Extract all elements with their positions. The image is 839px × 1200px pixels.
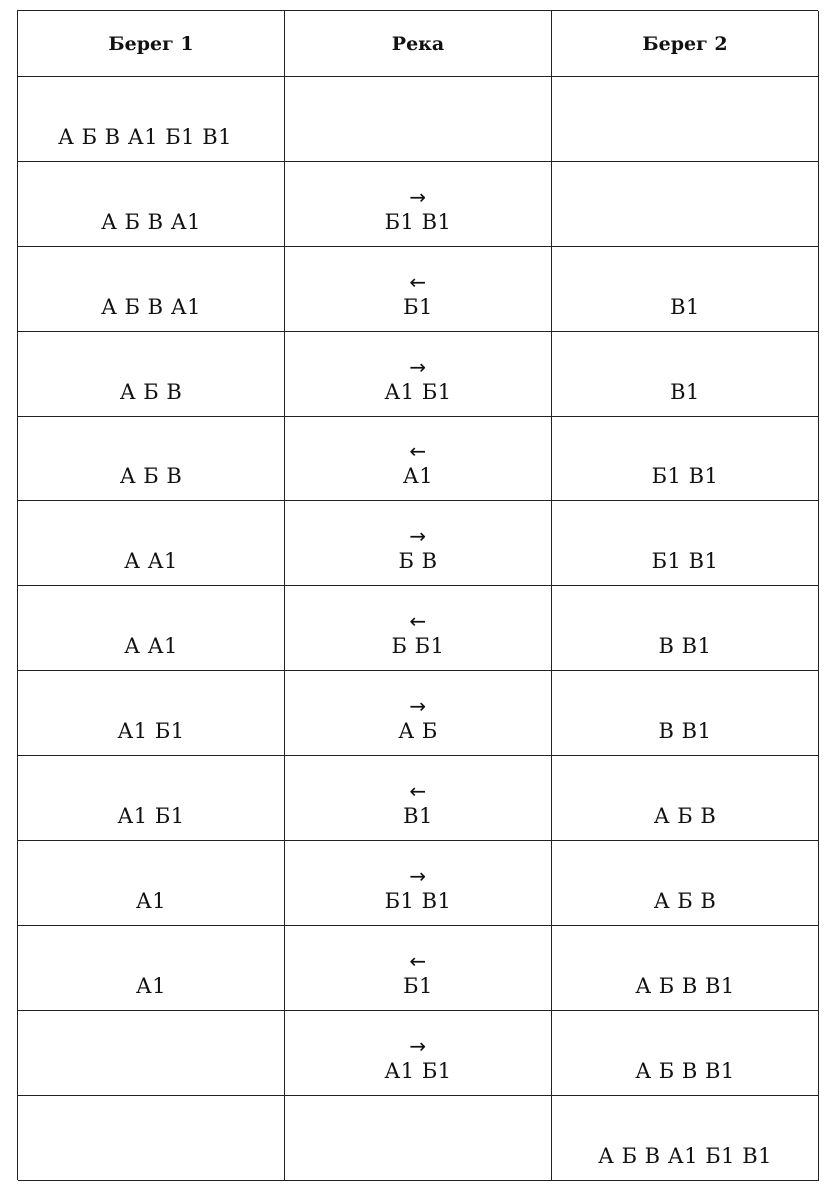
bank-2-text: В1: [670, 294, 700, 319]
cell-river: [285, 501, 552, 586]
direction-arrow-icon: →: [409, 863, 427, 888]
river-text: А1: [402, 464, 434, 489]
direction-arrow-icon: ←: [409, 439, 427, 464]
bank-2-text: А Б В: [653, 804, 717, 829]
cell-river: [285, 77, 552, 162]
cell-bank-1: [18, 417, 285, 502]
cell-river: [285, 671, 552, 756]
river-text: А1 Б1: [384, 379, 452, 404]
bank-2-text: В1: [670, 379, 700, 404]
bank-2-text: В В1: [658, 719, 712, 744]
direction-arrow-icon: →: [409, 524, 427, 549]
cell-river: [285, 926, 552, 1011]
bank-1-text: А1 Б1: [117, 719, 185, 744]
bank-2-text: В В1: [658, 634, 712, 659]
cell-river: [285, 162, 552, 247]
cell-bank-2: [552, 247, 819, 332]
river-text: Б1: [403, 294, 433, 319]
cell-bank-1: [18, 247, 285, 332]
river-text: Б1 В1: [384, 209, 452, 234]
cell-bank-1: [18, 841, 285, 926]
river-text: Б1 В1: [384, 888, 452, 913]
bank-2-text: Б1 В1: [651, 464, 719, 489]
bank-1-text: А Б В А1: [100, 209, 202, 234]
bank-1-text: А Б В: [119, 379, 183, 404]
bank-2-text: Б1 В1: [651, 549, 719, 574]
bank-1-text: А1 Б1: [117, 804, 185, 829]
cell-bank-2: [552, 332, 819, 417]
cell-bank-1: [18, 926, 285, 1011]
cell-bank-2: [552, 162, 819, 247]
cell-river: [285, 247, 552, 332]
cell-bank-2: [552, 841, 819, 926]
river-text: Б В: [398, 549, 438, 574]
cell-bank-2: [552, 77, 819, 162]
header-bank-2: Берег 2: [552, 11, 819, 77]
cell-bank-2: [552, 756, 819, 841]
cell-bank-1: [18, 162, 285, 247]
cell-river: [285, 1096, 552, 1181]
river-text: Б1: [403, 973, 433, 998]
cell-bank-2: [552, 926, 819, 1011]
bank-2-text: А Б В В1: [635, 973, 735, 998]
cell-river: [285, 332, 552, 417]
bank-2-text: А Б В А1 Б1 В1: [598, 1143, 772, 1168]
cell-bank-1: [18, 77, 285, 162]
direction-arrow-icon: →: [409, 184, 427, 209]
cell-bank-1: [18, 332, 285, 417]
cell-bank-2: [552, 1096, 819, 1181]
cell-river: [285, 417, 552, 502]
river-text: А1 Б1: [384, 1058, 452, 1083]
bank-1-text: А Б В А1 Б1 В1: [58, 124, 232, 149]
direction-arrow-icon: ←: [409, 948, 427, 973]
cell-bank-2: [552, 586, 819, 671]
direction-arrow-icon: ←: [409, 779, 427, 804]
river-text: В1: [403, 804, 433, 829]
bank-1-text: А Б В: [119, 464, 183, 489]
cell-bank-1: [18, 501, 285, 586]
direction-arrow-icon: ←: [409, 609, 427, 634]
cell-bank-1: [18, 756, 285, 841]
cell-bank-2: [552, 671, 819, 756]
direction-arrow-icon: ←: [409, 269, 427, 294]
cell-bank-1: [18, 671, 285, 756]
bank-2-text: А Б В: [653, 888, 717, 913]
bank-1-text: А А1: [124, 634, 178, 659]
direction-arrow-icon: →: [409, 694, 427, 719]
bank-1-text: А1: [135, 973, 167, 998]
cell-bank-2: [552, 1011, 819, 1096]
river-text: А Б: [398, 719, 438, 744]
river-text: Б Б1: [391, 634, 445, 659]
bank-2-text: А Б В В1: [635, 1058, 735, 1083]
header-bank-1: Берег 1: [18, 11, 285, 77]
bank-1-text: А А1: [124, 549, 178, 574]
cell-river: [285, 756, 552, 841]
bank-1-text: А1: [135, 888, 167, 913]
header-river: Река: [285, 11, 552, 77]
cell-bank-2: [552, 501, 819, 586]
cell-river: [285, 586, 552, 671]
cell-bank-1: [18, 1011, 285, 1096]
cell-river: [285, 1011, 552, 1096]
bank-1-text: А Б В А1: [100, 294, 202, 319]
cell-bank-1: [18, 586, 285, 671]
crossing-table: [17, 10, 818, 1180]
cell-bank-1: [18, 1096, 285, 1181]
direction-arrow-icon: →: [409, 1033, 427, 1058]
cell-river: [285, 841, 552, 926]
cell-bank-2: [552, 417, 819, 502]
direction-arrow-icon: →: [409, 354, 427, 379]
